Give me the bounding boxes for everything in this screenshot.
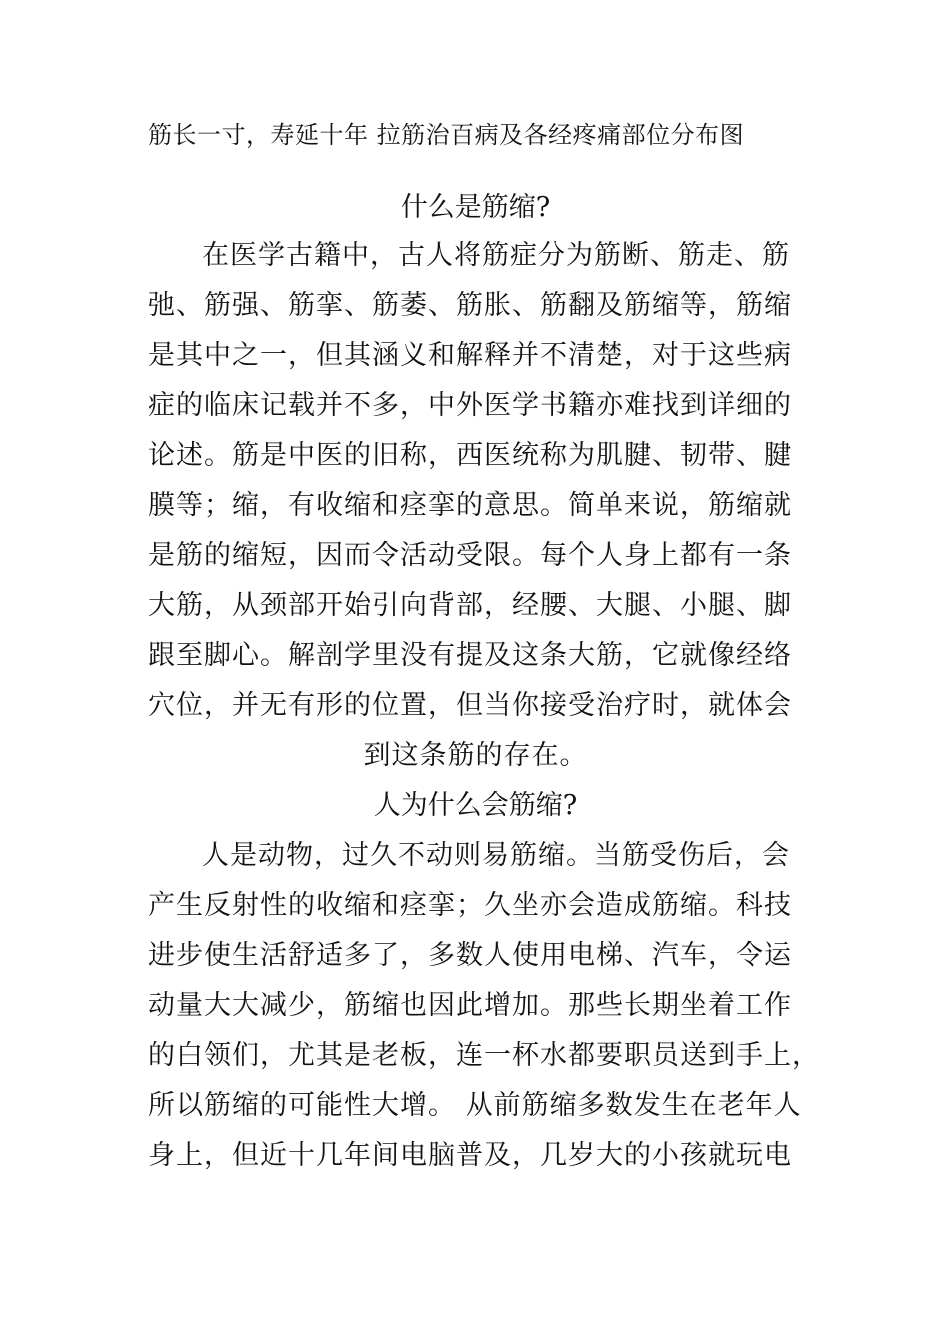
- paragraph-line: 人是动物，过久不动则易筋缩。当筋受伤后，会: [202, 840, 790, 871]
- paragraph-line: 穴位，并无有形的位置，但当你接受治疗时，就体会: [148, 690, 792, 721]
- paragraph-line: 的白领们，尤其是老板，连一杯水都要职员送到手上，: [148, 1040, 820, 1071]
- paragraph-line: 论述。筋是中医的旧称，西医统称为肌腱、韧带、腱: [148, 440, 792, 471]
- section-heading-why-jinsuo: 人为什么会筋缩?: [373, 790, 578, 821]
- paragraph-line: 到这条筋的存在。: [363, 740, 588, 771]
- paragraph-line: 跟至脚心。解剖学里没有提及这条大筋，它就像经络: [148, 640, 792, 671]
- paragraph-line: 所以筋缩的可能性大增。 从前筋缩多数发生在老年人: [148, 1090, 802, 1121]
- paragraph-line: 是筋的缩短，因而令活动受限。每个人身上都有一条: [148, 540, 792, 571]
- paragraph-line: 膜等；缩，有收缩和痉挛的意思。简单来说，筋缩就: [148, 490, 792, 521]
- paragraph-line: 进步使生活舒适多了，多数人使用电梯、汽车，令运: [148, 940, 792, 971]
- paragraph-line: 大筋，从颈部开始引向背部，经腰、大腿、小腿、脚: [148, 590, 792, 621]
- paragraph-line: 弛、筋强、筋挛、筋萎、筋胀、筋翻及筋缩等，筋缩: [148, 290, 792, 321]
- paragraph-line: 产生反射性的收缩和痉挛；久坐亦会造成筋缩。科技: [148, 890, 792, 921]
- paragraph-line: 是其中之一，但其涵义和解释并不清楚，对于这些病: [148, 340, 792, 371]
- paragraph-line: 在医学古籍中，古人将筋症分为筋断、筋走、筋: [202, 240, 790, 271]
- paragraph-line: 身上，但近十几年间电脑普及，几岁大的小孩就玩电: [148, 1140, 792, 1171]
- paragraph-line: 动量大大减少，筋缩也因此增加。那些长期坐着工作: [148, 990, 792, 1021]
- paragraph-line: 症的临床记载并不多，中外医学书籍亦难找到详细的: [148, 390, 792, 421]
- document-title: 筋长一寸，寿延十年 拉筋治百病及各经疼痛部位分布图: [148, 121, 745, 149]
- section-heading-what-is-jinsuo: 什么是筋缩?: [400, 192, 551, 223]
